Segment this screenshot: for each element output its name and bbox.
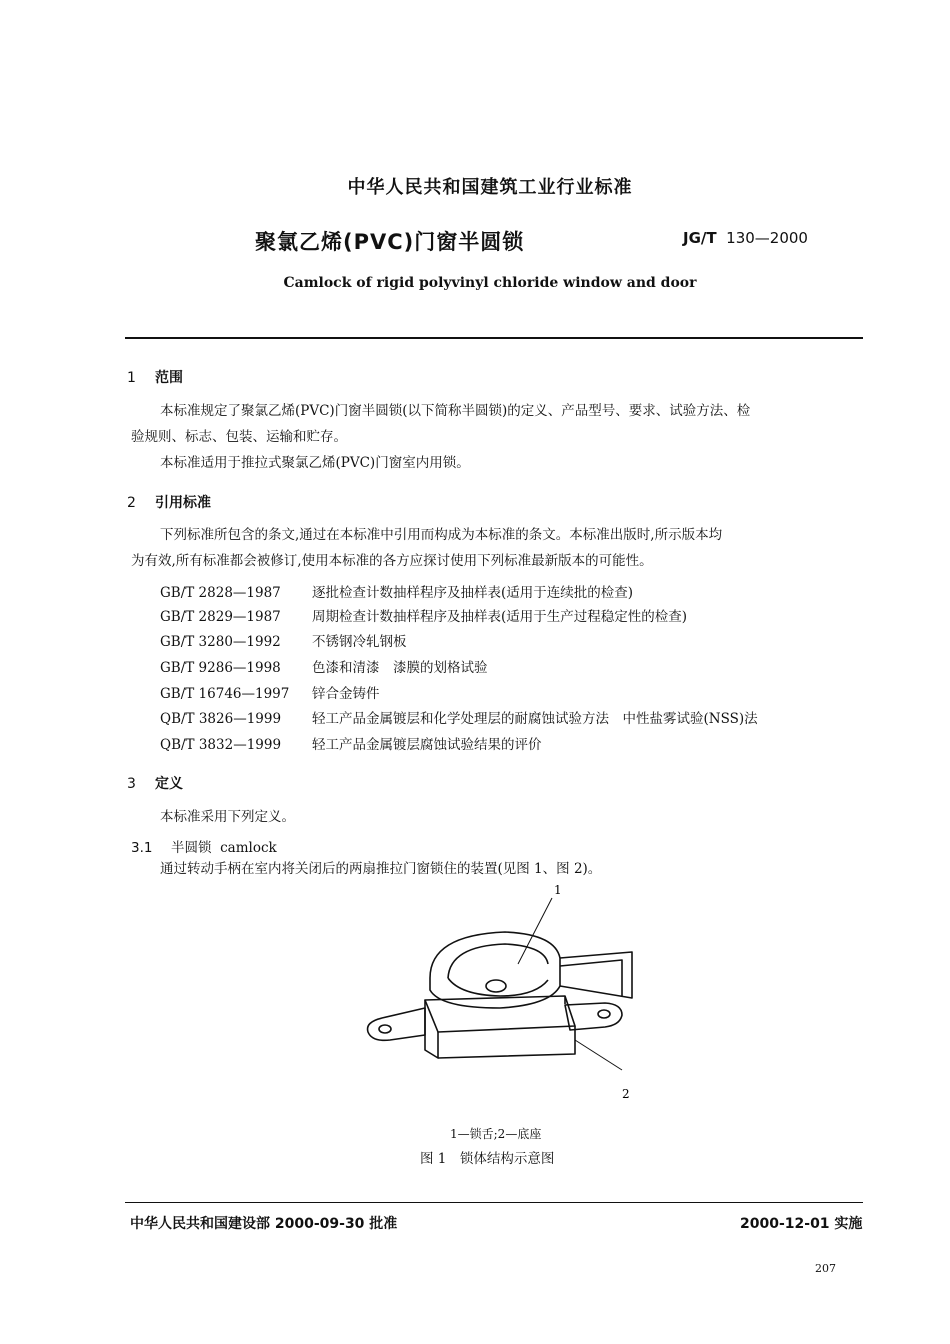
subsection-3-1-heading bbox=[131, 836, 277, 856]
issuing-organization: 中华人民共和国建筑工业行业标准 bbox=[347, 177, 633, 198]
camlock-figure bbox=[360, 880, 660, 1110]
header-divider bbox=[125, 337, 863, 339]
reference-code: GB/T 9286—1998 bbox=[160, 660, 281, 676]
section-1-para-1-line-2: 验规则、标志、包装、运输和贮存。 bbox=[131, 429, 347, 445]
section-2-para-line-2: 为有效,所有标准都会被修订,使用本标准的各方应探讨使用下列标准最新版本的可能性。 bbox=[131, 553, 653, 569]
leader-line-2 bbox=[575, 1040, 622, 1070]
reference-name: 逐批检查计数抽样程序及抽样表(适用于连续批的检查) bbox=[312, 585, 634, 601]
reference-name: 周期检查计数抽样程序及抽样表(适用于生产过程稳定性的检查) bbox=[312, 609, 688, 625]
reference-name: 锌合金铸件 bbox=[312, 686, 380, 702]
section-1-para-2: 本标准适用于推拉式聚氯乙烯(PVC)门窗室内用锁。 bbox=[160, 455, 470, 471]
subsection-3-1-definition: 通过转动手柄在室内将关闭后的两扇推拉门窗锁住的装置(见图 1、图 2)。 bbox=[160, 861, 602, 877]
cam-pivot bbox=[486, 980, 506, 992]
english-title: Camlock of rigid polyvinyl chloride window and door bbox=[283, 275, 697, 291]
subsection-3-1-number: 3.1 bbox=[131, 840, 153, 856]
section-1-number: 1 bbox=[127, 370, 136, 386]
standard-code bbox=[683, 229, 808, 247]
section-3-heading bbox=[127, 773, 183, 793]
reference-code: GB/T 16746—1997 bbox=[160, 686, 290, 702]
section-2-para-line-1: 下列标准所包含的条文,通过在本标准中引用而构成为本标准的条文。本标准出版时,所示版本均 bbox=[160, 527, 723, 543]
subsection-3-1-title-en: camlock bbox=[220, 840, 277, 856]
page-number: 207 bbox=[815, 1262, 836, 1275]
section-2-number: 2 bbox=[127, 495, 136, 511]
reference-item bbox=[160, 682, 380, 702]
cam-inner-rim bbox=[448, 944, 548, 978]
section-2-title: 引用标准 bbox=[155, 495, 211, 511]
figure-label-2: 2 bbox=[622, 1087, 630, 1101]
screw-hole-right bbox=[598, 1010, 610, 1018]
effective-date: 2000-12-01 实施 bbox=[740, 1216, 863, 1232]
section-1-title: 范围 bbox=[155, 370, 183, 386]
reference-name: 轻工产品金属镀层和化学处理层的耐腐蚀试验方法 中性盐雾试验(NSS)法 bbox=[312, 711, 758, 727]
section-3-number: 3 bbox=[127, 776, 136, 792]
footer-divider bbox=[125, 1202, 863, 1203]
screw-hole-left bbox=[379, 1025, 391, 1033]
figure-legend: 1—锁舌;2—底座 bbox=[450, 1127, 542, 1141]
reference-code: GB/T 3280—1992 bbox=[160, 634, 281, 650]
figure-label-1: 1 bbox=[554, 883, 562, 897]
reference-item bbox=[160, 733, 542, 753]
base-left-ear bbox=[368, 1008, 425, 1040]
section-3-title: 定义 bbox=[155, 776, 183, 792]
reference-item bbox=[160, 656, 488, 676]
reference-item bbox=[160, 581, 633, 601]
reference-name: 色漆和清漆 漆膜的划格试验 bbox=[312, 660, 488, 676]
reference-name: 不锈钢冷轧钢板 bbox=[312, 634, 407, 650]
section-2-heading bbox=[127, 492, 211, 512]
reference-name: 轻工产品金属镀层腐蚀试验结果的评价 bbox=[312, 737, 542, 753]
section-1-para-1-line-1: 本标准规定了聚氯乙烯(PVC)门窗半圆锁(以下简称半圆锁)的定义、产品型号、要求、试验方法、检 bbox=[160, 403, 751, 419]
reference-code: GB/T 2829—1987 bbox=[160, 609, 281, 625]
section-1-heading bbox=[127, 367, 183, 387]
reference-item bbox=[160, 707, 758, 727]
reference-item bbox=[160, 630, 407, 650]
reference-item bbox=[160, 605, 687, 625]
approval-date: 中华人民共和国建设部 2000-09-30 批准 bbox=[130, 1216, 398, 1232]
figure-caption: 图 1 锁体结构示意图 bbox=[420, 1151, 555, 1167]
subsection-3-1-title: 半圆锁 bbox=[171, 840, 212, 856]
section-3-para: 本标准采用下列定义。 bbox=[160, 809, 295, 825]
standard-code-number: 130—2000 bbox=[726, 229, 808, 247]
reference-code: QB/T 3826—1999 bbox=[160, 711, 282, 727]
standard-code-prefix: JG/T bbox=[683, 229, 717, 247]
standard-title: 聚氯乙烯(PVC)门窗半圆锁 bbox=[255, 230, 525, 254]
reference-code: QB/T 3832—1999 bbox=[160, 737, 282, 753]
leader-line-1 bbox=[518, 898, 552, 964]
reference-code: GB/T 2828—1987 bbox=[160, 585, 281, 601]
